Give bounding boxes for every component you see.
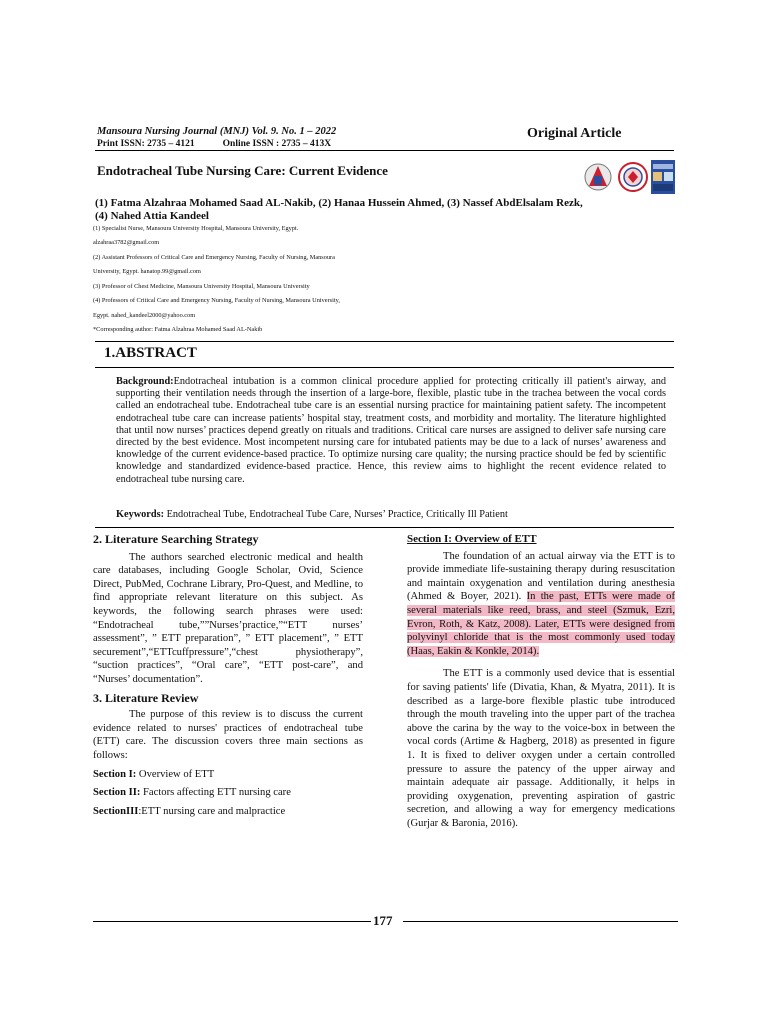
overview-text: The foundation of an actual airway via the ETT is to provide immediate life-sustaining therapy during resuscitation and maintain oxygenation and ventilation during anesthesia (Ahmed & Boyer, 2021). xyxy=(407,550,675,603)
affiliation-line: (3) Professor of Chest Medicine, Mansoura University Hospital, Mansoura University xyxy=(93,283,310,290)
abstract-body xyxy=(116,376,666,486)
page-number: 177 xyxy=(373,913,393,928)
article-type: Original Article xyxy=(527,126,622,141)
affiliation-line: alzahraa3782@gmail.com xyxy=(93,239,160,246)
background-label: Background: xyxy=(116,376,174,387)
abstract-top-rule xyxy=(95,341,674,342)
paper-title: Endotracheal Tube Nursing Care: Current Evidence xyxy=(97,163,388,178)
journal-citation: Mansoura Nursing Journal (MNJ) Vol. 9. No. 1 – 2022 xyxy=(97,126,337,137)
university-seal-logo xyxy=(583,160,613,194)
lit-review-paragraph: The purpose of this review is to discuss the current evidence related to nurses' practices of endotracheal tube (ETT) care. The discussion covers three main sections as follows: xyxy=(93,709,363,761)
affiliation-line: (1) Specialist Nurse, Mansoura University Hospital, Mansoura University, Egypt. xyxy=(93,225,299,232)
abstract-heading: 1.ABSTRACT xyxy=(104,345,197,361)
section-list-item: Section I: Overview of ETT xyxy=(93,768,215,780)
keywords-text: Endotracheal Tube, Endotracheal Tube Care, Nurses’ Practice, Critically Ill Patient xyxy=(164,509,508,520)
print-issn: Print ISSN: 2735 – 4121 xyxy=(97,139,195,149)
affiliation-line: Egypt. nahed_kandeel2000@yahoo.com xyxy=(93,312,196,319)
keywords xyxy=(116,509,676,520)
overview-paragraph-1 xyxy=(407,550,675,659)
left-column xyxy=(93,533,363,818)
section-list-item: Section II: Factors affecting ETT nursing care xyxy=(93,787,291,799)
background-text: Endotracheal intubation is a common clinical procedure applied for protecting critically ill patient's airway, and supporting their ventilation needs through the insertion of a large-bore, flexible, plastic tube in the trachea between the vocal cords called an endotracheal tube. Endotracheal tube care is an essential nursing practice for maintaining patient safety. The incompetent endotracheal tube care can increase patients’ hospital stay, treatment costs, and morbidity and mortality. The literature highlighted that until now nurses’ practices depend greatly on rituals and traditions. Critical care nurses are assigned to deliver safe nursing care directed by the best evidence. Most incompetent nursing care for intubated patients may be due to a lack of nurses’ awareness and knowledge of the current evidence-based practice. To optimize nursing care quality; the nursing practice should be fed by scientific knowledge and standardized evidence-based practice. Hence, this review aims to highlight the recent evidence related to endotracheal tube nursing care. xyxy=(116,376,666,485)
keywords-label: Keywords: xyxy=(116,509,165,520)
issn-line xyxy=(97,139,331,149)
abstract-bottom-rule xyxy=(95,527,674,528)
footer-rule-left xyxy=(93,921,371,922)
abstract-heading-rule xyxy=(95,367,674,368)
lit-review-heading: 3. Literature Review xyxy=(93,690,199,705)
right-column xyxy=(407,533,675,830)
author-list: (1) Fatma Alzahraa Mohamed Saad AL-Nakib, (2) Hanaa Hussein Ahmed, (3) Nassef AbdElsalam Rezk, (4) Nahed Attia Kandeel xyxy=(95,197,583,222)
footer-rule-right xyxy=(403,921,678,922)
lit-search-paragraph: The authors searched electronic medical and health care databases, including Google Scholar, Ovid, Science Direct, PubMed, Cochrane Library, Pro-Quest, and Medline, to find appropriate relevant literature on this subject. As keywords, the following search phrases were used: “Endotracheal tube,””Nurses’practice,”“ETT nurses’ assessment”, ” ETT preparation”, ” ETT placement”, ” ETT securement”,“ETTcuffpressure”,“chest physiotherapy”, “suction practices”, “Oral care”, “ETT post-care”, and “Nurses’ documentation”. xyxy=(93,551,363,685)
faculty-seal-logo xyxy=(617,160,649,194)
affiliation-line: (4) Professors of Critical Care and Emergency Nursing, Faculty of Nursing, Mansoura University, xyxy=(93,297,340,304)
section-one-heading: Section I: Overview of ETT xyxy=(407,533,537,545)
section-list-item: SectionIII:ETT nursing care and malpractice xyxy=(93,805,286,817)
lit-search-heading: 2. Literature Searching Strategy xyxy=(93,532,259,546)
header-rule xyxy=(95,150,674,151)
affiliation-line: University, Egypt. hanatop.99@gmail.com xyxy=(93,268,201,275)
affiliation-line: (2) Assistant Professors of Critical Care and Emergency Nursing, Faculty of Nursing, Mansoura xyxy=(93,254,335,261)
corresponding-author: *Corresponding author: Fatma Alzahraa Mohamed Saad AL-Nakib xyxy=(93,326,263,333)
highlighted-text: In the past, ETTs were made of several materials like reed, brass, and steel (Szmuk, Ezri, Evron, Roth, & Katz, 2008). Later, ETTs were designed from polyvinyl chloride that is the most commonly used today (Haas, Eakin & Konkle, 2014). xyxy=(407,591,675,657)
online-issn: Online ISSN : 2735 – 413X xyxy=(222,139,332,149)
journal-cover-logo xyxy=(651,160,675,194)
overview-paragraph-2: The ETT is a commonly used device that is essential for saving patients' life (Divatia, Khan, & Myatra, 2011). It is described as a large-bore flexible plastic tube introduced through the mouth traveling into the upper part of the trachea above the carina by the way to the voice-box in between the vocal cords (Artime & Hagberg, 2018) as presented in figure 1. It is fixed to deliver oxygen under a certain controlled pressure to assure the patency of the upper airway and maintain adequate air passage. Additionally, it helps in providing oxygenation, preventing aspiration of gastric secretion, and allowing a way for emergency medications (Gurjar & Baronia, 2016). xyxy=(407,668,675,829)
